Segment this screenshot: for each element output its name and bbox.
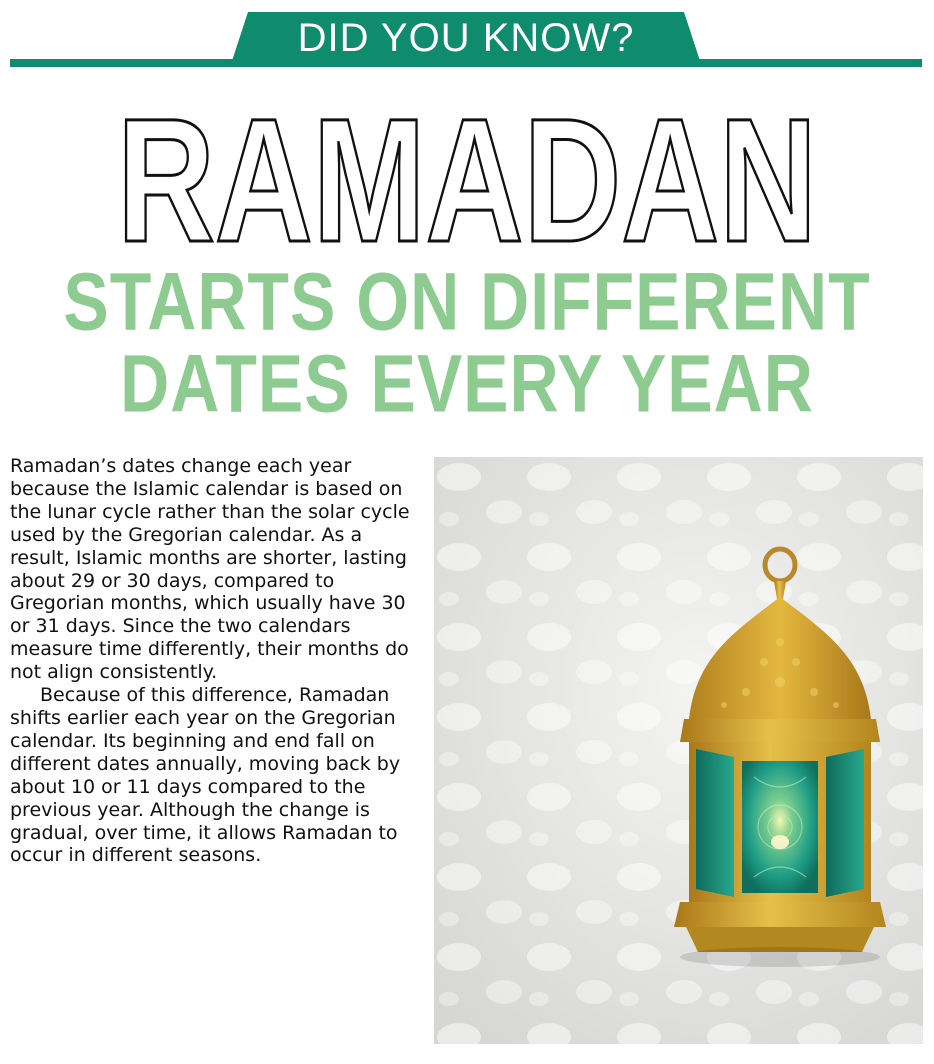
article-paragraph-1: Ramadan’s dates change each year because the Islamic calendar is based on the lunar cycle rather than the solar cycle used by the Gregorian calendar. As a result, Islamic months are shorter, lasting about 29 or 30 days, compared to Gregorian months, which usually have 30 or 31 days. Since the two calendars measure time differently, their months do not align consistently. (10, 455, 410, 684)
headline-title (0, 80, 934, 255)
headline-title-text: RAMADAN (117, 83, 817, 255)
headline-subtitle-line1: STARTS ON DIFFERENT (63, 256, 871, 348)
headline-subtitle-line2: DATES EVERY YEAR (120, 338, 814, 430)
banner-label: DID YOU KNOW? (297, 16, 635, 60)
article-paragraph-2: Because of this difference, Ramadan shifts earlier each year on the Gregorian calendar. Its beginning and end fall on different dates annually, moving back by about 10 or 11 days compared to the previous year. Although the change is gradual, over time, it allows Ramadan to occur in different seasons. (10, 684, 401, 867)
lantern-photo (434, 457, 923, 1044)
article-body (10, 455, 410, 867)
